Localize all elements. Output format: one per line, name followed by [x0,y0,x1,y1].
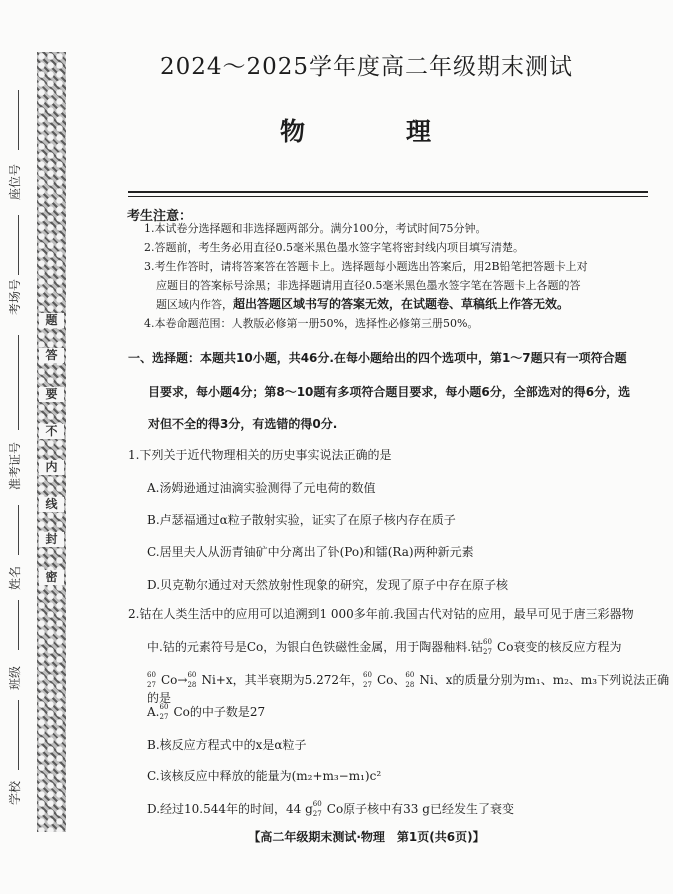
note-item: 3.考生作答时，请将答案答在答题卡上。选择题每小题选出答案后，用2B铅笔把答题卡上对 [144,260,588,273]
nuclide-charge: 28 [405,681,415,689]
nuclide-mass: 60 [483,638,492,646]
note-item: 4.本卷命题范围：人教版必修第一册50%，选择性必修第三册50%。 [144,317,479,330]
nuclide-ni-60 [187,671,201,689]
note-item: 2.答题前，考生务必用直径0.5毫米黑色墨水签字笔将密封线内项目填写清楚。 [144,241,524,254]
nuclide-charge: 27 [147,681,156,689]
note-item [156,295,666,314]
option-text: Co原子核中有33 g已经发生了衰变 [326,802,514,816]
nuclide-mass: 60 [405,671,415,679]
nuclide-mass: 60 [362,671,372,679]
nuclide-mass: 60 [159,703,169,711]
question-1-option-c: C.居里夫人从沥青铀矿中分离出了钋(Po)和镭(Ra)两种新元素 [147,545,474,559]
seal-char: 封 [39,532,64,547]
page-footer: 【高二年级期末测试·物理 第1页(共6页)】 [248,830,485,844]
note-item-text: 题区域内作答， [156,298,233,311]
notes-heading: 考生注意： [127,209,193,224]
class-line [18,600,19,650]
note-item-emphasis: 超出答题区域书写的答案无效，在试题卷、草稿纸上作答无效。 [233,297,570,311]
exam-room-label: 考场号 [8,278,22,315]
name-label: 姓名 [8,565,22,590]
question-2-stem-line2 [147,638,673,656]
nuclide-mass: 60 [187,671,197,679]
section-heading-line: 对但不全的得3分，有选错的得0分. [148,417,338,431]
option-text: D.经过10.544年的时间，44 g [147,802,313,816]
nuclide-co-60 [147,671,161,689]
seal-char: 答 [39,348,64,363]
header-rule-thick [128,191,648,193]
question-2-option-d [147,800,657,818]
question-2-stem-line1: 2.钴在人类生活中的应用可以追溯到1 000多年前.我国古代对钴的应用，最早可见于唐三彩器物 [128,607,634,621]
class-label: 班级 [8,665,22,690]
nuclide-charge: 27 [483,648,492,656]
question-2-option-a [147,703,657,721]
stem-text: Co衰变的核反应方程为 [497,640,622,654]
section-heading-line: 一、选择题：本题共10小题，共46分.在每小题给出的四个选项中，第1～7题只有一项符合题 [128,351,627,365]
nuclide-co-60 [312,800,327,818]
seal-char: 题 [39,313,64,328]
header-rule-thin [128,196,648,197]
stem-text: 中.钴的元素符号是Co，为银白色铁磁性金属，用于陶器釉料.钴 [147,640,484,654]
stem-text: Ni+x，其半衰期为5.272年， [201,673,363,687]
admission-number-line [18,335,19,430]
school-label: 学校 [8,780,22,805]
seal-char: 线 [39,497,64,512]
nuclide-charge: 27 [362,681,372,689]
nuclide-co-60 [159,703,173,721]
question-1-option-b: B.卢瑟福通过α粒子散射实验，证实了在原子核内存在质子 [147,513,456,527]
seal-char: 要 [39,387,64,402]
seal-char: 不 [39,424,64,439]
note-item: 应题目的答案标号涂黑；非选择题请用直径0.5毫米黑色墨水签字笔在答题卡上各题的答 [156,279,581,292]
question-2-stem-line3 [147,671,673,707]
exam-room-line [18,215,19,275]
option-label: A. [147,705,160,719]
nuclide-mass: 60 [312,800,322,808]
seal-char: 内 [39,460,64,475]
nuclide-charge: 27 [159,713,169,721]
nuclide-charge: 28 [187,681,197,689]
admission-number-label: 准考证号 [8,441,22,490]
nuclide-co-60 [483,638,497,656]
note-item: 1.本试卷分选择题和非选择题两部分。满分100分，考试时间75分钟。 [144,222,487,235]
seal-char: 密 [39,570,64,585]
option-text: Co的中子数是27 [173,705,266,719]
stem-text: Co→ [161,673,188,687]
stem-text: Co、 [376,673,406,687]
question-1-option-d: D.贝克勒尔通过对天然放射性现象的研究，发现了原子中存在原子核 [147,578,509,592]
question-2-option-b: B.核反应方程式中的x是α粒子 [147,738,307,752]
nuclide-mass: 60 [147,671,156,679]
exam-title: 2024～2025学年度高二年级期末测试 [159,54,574,80]
question-1-option-a: A.汤姆逊通过油滴实验测得了元电荷的数值 [147,481,376,495]
question-1-stem: 1.下列关于近代物理相关的历史事实说法正确的是 [128,448,392,462]
section-heading-line: 目要求，每小题4分；第8～10题有多项符合题目要求，每小题6分，全部选对的得6分，选 [148,385,631,399]
seat-number-line [18,90,19,150]
name-line [18,505,19,555]
subject-title: 物 理 [279,117,469,146]
nuclide-co-60 [362,671,377,689]
nuclide-charge: 27 [312,810,322,818]
seat-number-label: 座位号 [8,163,22,200]
binding-margin-strip [37,52,66,832]
school-line [18,700,19,770]
nuclide-ni-60 [405,671,419,689]
question-2-option-c: C.该核反应中释放的能量为(m₂+m₃−m₁)c² [147,769,382,783]
stem-text: Ni、x的质量分别为m₁、m₂、m₃下列说法正确的是 [147,673,670,705]
